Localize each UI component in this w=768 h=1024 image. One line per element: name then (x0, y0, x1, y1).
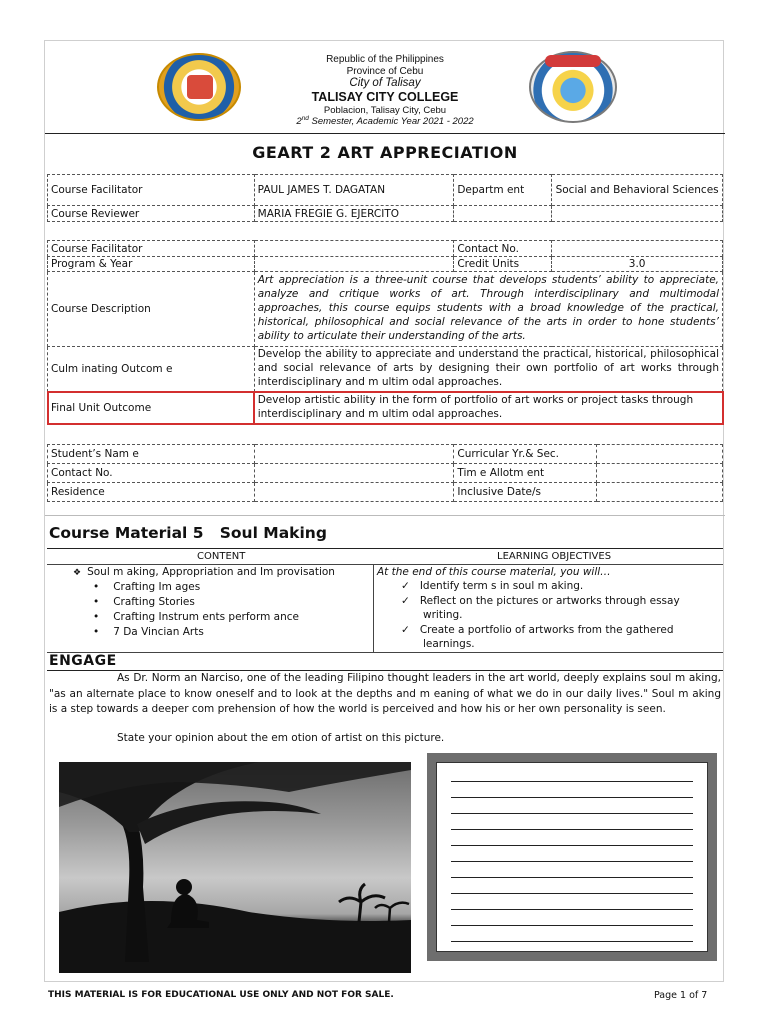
contact-label: Contact No. (454, 241, 552, 257)
objective-item (401, 624, 673, 636)
semester-ordinal-suffix: nd (301, 115, 309, 122)
engage-paragraph: As Dr. Norm an Narciso, one of the leading Filipino thought leaders in the art world, deeply explains soul m aking, "as an alternate place to know oneself and to look at the depths and m eaning of what we do in our daily lives." Soul m aking is a step towards a deeper com prehension of how the world is perceived and how his or her own personality is seen. (49, 672, 721, 715)
writing-area[interactable] (436, 762, 708, 952)
facilitator-label: Course Facilitator (48, 175, 255, 206)
diamond-bullet-icon: ❖ (73, 568, 82, 578)
department-label: Departm ent (454, 175, 552, 206)
objectives-header (47, 548, 723, 565)
engage-heading: ENGAGE (49, 653, 117, 669)
student-contact-label: Contact No. (48, 464, 255, 483)
content-main-text: Soul m aking, Appropriation and Im provisation (87, 566, 335, 578)
time-allotment-value (597, 464, 723, 483)
writing-line (451, 861, 693, 862)
document-page (44, 40, 724, 982)
course-info-table (47, 240, 723, 424)
check-icon: ✓ (401, 595, 410, 607)
inclusive-dates-label: Inclusive Date/s (454, 483, 597, 502)
student-name-label: Student’s Nam e (48, 445, 255, 464)
footer-notice: THIS MATERIAL IS FOR EDUCATIONAL USE ONLY AND NOT FOR SALE. (48, 990, 394, 1000)
content-item (93, 626, 204, 638)
course-facilitator-label: Course Facilitator (48, 241, 255, 257)
student-name-value (254, 445, 454, 464)
engage-prompt: State your opinion about the em otion of artist on this picture. (117, 732, 445, 744)
objectives-intro: At the end of this course material, you will… (377, 566, 611, 578)
objective-text: Reflect on the pictures or artworks through essay (419, 595, 680, 607)
content-item-text: Crafting Instrum ents perform ance (113, 611, 299, 623)
description-label: Course Description (48, 272, 255, 347)
residence-value (254, 483, 454, 502)
header-divider (45, 133, 725, 134)
semester-ordinal: 2 (296, 116, 302, 128)
content-item (93, 596, 195, 608)
content-item-text: Crafting Stories (113, 596, 195, 608)
reviewer-value: MARIA FREGIE G. EJERCITO (254, 206, 454, 222)
column-divider (373, 565, 374, 653)
writing-line (451, 781, 693, 782)
writing-line (451, 909, 693, 910)
section-divider (45, 515, 725, 516)
credit-value: 3.0 (552, 257, 723, 272)
writing-line (451, 829, 693, 830)
curricular-year-value (597, 445, 723, 464)
contact-value (552, 241, 723, 257)
silhouette-tree-photo (59, 762, 411, 973)
credit-label: Credit Units (454, 257, 552, 272)
writing-frame (427, 753, 717, 961)
learning-objectives-heading: LEARNING OBJECTIVES (497, 551, 612, 562)
page-number: Page 1 of 7 (654, 990, 708, 1001)
culminating-value: Develop the ability to appreciate and understand the practical, historical, philosophical and social relevance of arts by designing their own portfolio of art works through interdisciplinary and m ultim odal approaches. (254, 347, 722, 392)
tree-silhouette-icon (59, 762, 411, 973)
bullet-icon: • (93, 611, 100, 623)
objective-item (401, 580, 583, 592)
writing-line (451, 925, 693, 926)
reviewer-label: Course Reviewer (48, 206, 255, 222)
writing-line (451, 941, 693, 942)
culminating-label: Culm inating Outcom e (48, 347, 255, 392)
header-city: City of Talisay (349, 77, 421, 89)
talisay-city-college-seal-icon (157, 53, 241, 121)
bullet-icon: • (93, 581, 100, 593)
course-material-title: Course Material 5 Soul Making (49, 524, 327, 542)
final-outcome-value: Develop artistic ability in the form of portfolio of art works or project tasks through interdisciplinary and m ultim odal approaches. (254, 392, 722, 424)
student-info-table (47, 444, 723, 502)
residence-label: Residence (48, 483, 255, 502)
header-republic: Republic of the Philippines (326, 54, 444, 65)
objective-text: Create a portfolio of artworks from the gathered (419, 624, 674, 636)
time-allotment-label: Tim e Allotm ent (454, 464, 597, 483)
city-of-talisay-seal-icon (529, 51, 617, 123)
writing-line (451, 877, 693, 878)
curricular-year-label: Curricular Yr.& Sec. (454, 445, 597, 464)
inclusive-dates-value (597, 483, 723, 502)
content-heading: CONTENT (197, 551, 246, 562)
check-icon: ✓ (401, 624, 410, 636)
content-item-text: 7 Da Vincian Arts (113, 626, 204, 638)
program-label: Program & Year (48, 257, 255, 272)
semester-text: Semester, Academic Year 2021 - 2022 (308, 116, 474, 128)
writing-line (451, 797, 693, 798)
objective-text-continued: learnings. (423, 638, 475, 650)
content-item-text: Crafting Im ages (113, 581, 201, 593)
header-province: Province of Cebu (346, 66, 424, 77)
header-semester (245, 115, 525, 127)
check-icon: ✓ (401, 580, 410, 592)
facilitator-table (47, 174, 723, 222)
header-college-name: TALISAY CITY COLLEGE (311, 90, 459, 104)
final-outcome-label: Final Unit Outcome (48, 392, 255, 424)
content-item (93, 581, 200, 593)
empty-cell (552, 206, 723, 222)
objective-text-continued: writing. (423, 609, 463, 621)
bullet-icon: • (93, 626, 100, 638)
content-main-item (73, 566, 335, 578)
writing-line (451, 893, 693, 894)
writing-line (451, 845, 693, 846)
department-value: Social and Behavioral Sciences (552, 175, 723, 206)
course-title: GEART 2 ART APPRECIATION (252, 143, 518, 162)
empty-cell (454, 206, 552, 222)
course-facilitator-value (254, 241, 454, 257)
description-value: Art appreciation is a three-unit course that develops students’ ability to appreciate, analyze and critique works of art. Through interdisciplinary and multimodal approaches, this course equips students with a broad knowledge of the practical, historical, philosophical and social relevance of the arts in order to hone students’ ability to articulate their understanding of the arts. (254, 272, 722, 347)
header-address: Poblacion, Talisay City, Cebu (323, 105, 447, 116)
objective-item (401, 595, 680, 607)
bullet-icon: • (93, 596, 100, 608)
writing-line (451, 813, 693, 814)
facilitator-value: PAUL JAMES T. DAGATAN (254, 175, 454, 206)
student-contact-value (254, 464, 454, 483)
program-value (254, 257, 454, 272)
objective-text: Identify term s in soul m aking. (419, 580, 584, 592)
content-objectives-box (47, 565, 723, 653)
content-item (93, 611, 299, 623)
